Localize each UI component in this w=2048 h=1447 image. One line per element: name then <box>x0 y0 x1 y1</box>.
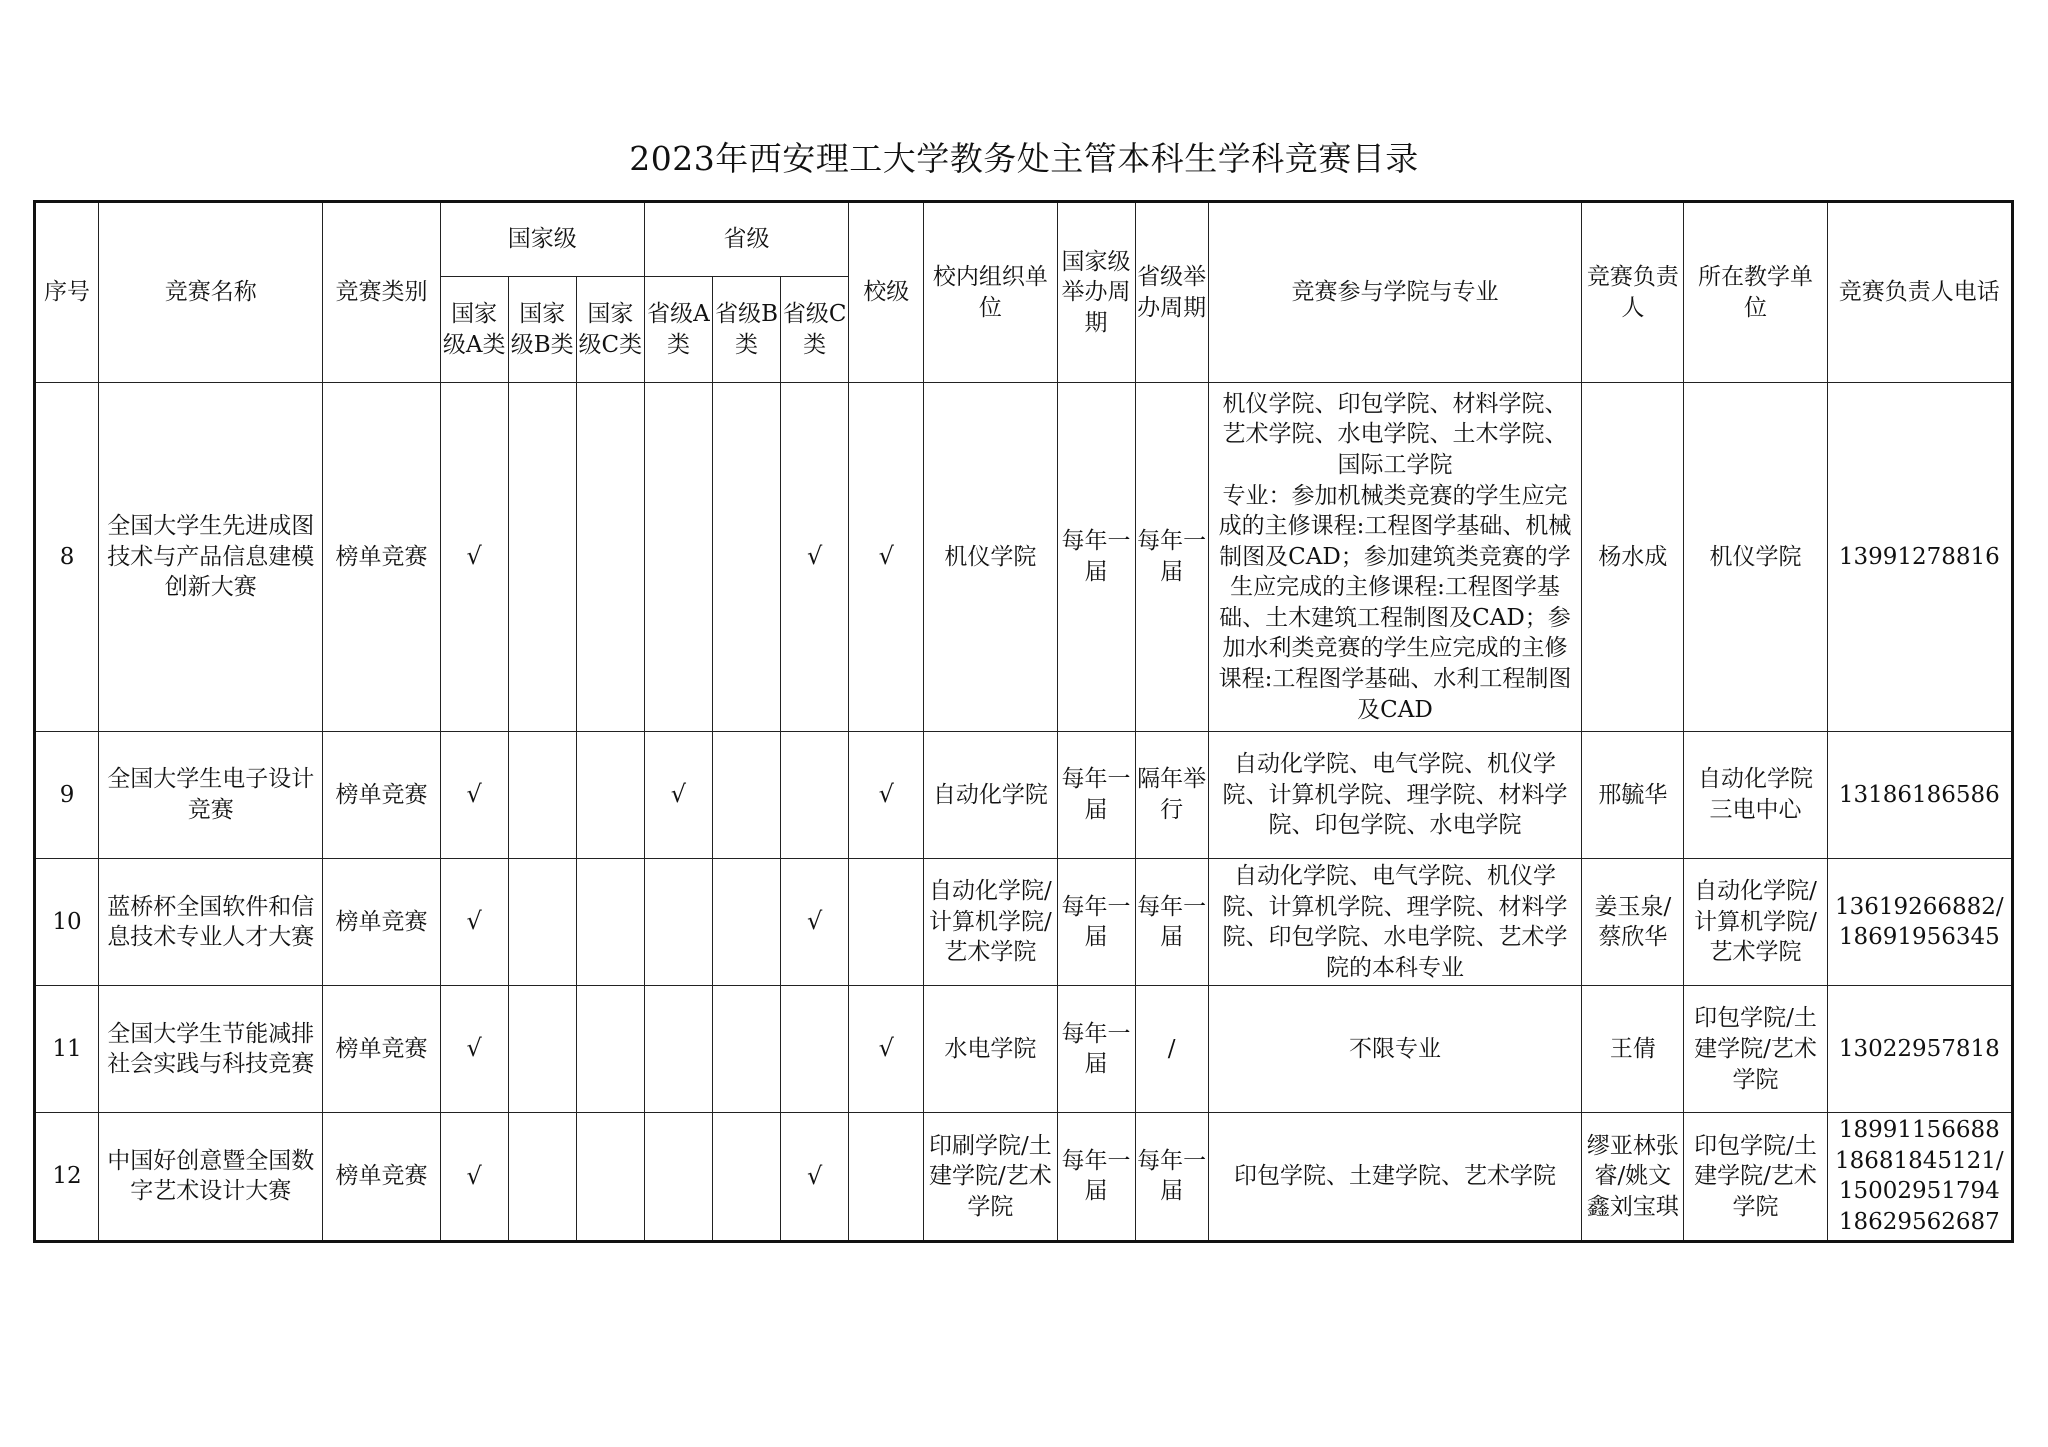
competition-name-cell: 蓝桥杯全国软件和信息技术专业人才大赛 <box>99 859 323 986</box>
phone-cell: 13619266882/18691956345 <box>1827 859 2012 986</box>
header-provincial-cycle: 省级举办周期 <box>1135 202 1208 383</box>
leader-cell: 邢毓华 <box>1582 732 1684 859</box>
seq-cell: 9 <box>35 732 99 859</box>
seq-cell: 11 <box>35 986 99 1113</box>
provincial-a-mark <box>644 859 712 986</box>
participants-cell: 印包学院、土建学院、艺术学院 <box>1208 1113 1582 1241</box>
header-school: 校级 <box>849 202 924 383</box>
competition-name-cell: 全国大学生电子设计竞赛 <box>99 732 323 859</box>
table-row <box>35 986 2013 1113</box>
provincial-cycle-cell: 隔年举行 <box>1135 732 1208 859</box>
participants-cell: 不限专业 <box>1208 986 1582 1113</box>
table-body <box>35 383 2013 1242</box>
participants-cell: 自动化学院、电气学院、机仪学院、计算机学院、理学院、材料学院、印包学院、水电学院 <box>1208 732 1582 859</box>
school-mark: √ <box>849 732 924 859</box>
provincial-cycle-cell: / <box>1135 986 1208 1113</box>
header-provincial-c: 省级C类 <box>781 277 849 383</box>
phone-cell: 13186186586 <box>1827 732 2012 859</box>
national-b-mark <box>508 732 576 859</box>
header-organizer: 校内组织单位 <box>924 202 1057 383</box>
national-c-mark <box>576 859 644 986</box>
seq-cell: 10 <box>35 859 99 986</box>
school-mark: √ <box>849 986 924 1113</box>
national-c-mark <box>576 732 644 859</box>
header-national-c: 国家级C类 <box>576 277 644 383</box>
header-name: 竞赛名称 <box>99 202 323 383</box>
provincial-cycle-cell: 每年一届 <box>1135 383 1208 732</box>
provincial-c-mark <box>781 986 849 1113</box>
unit-cell: 自动化学院三电中心 <box>1684 732 1827 859</box>
national-b-mark <box>508 859 576 986</box>
seq-cell: 8 <box>35 383 99 732</box>
school-mark: √ <box>849 383 924 732</box>
table-row <box>35 732 2013 859</box>
category-cell: 榜单竞赛 <box>323 732 440 859</box>
header-row-top <box>35 202 2013 277</box>
provincial-c-mark: √ <box>781 859 849 986</box>
national-b-mark <box>508 1113 576 1241</box>
national-b-mark <box>508 986 576 1113</box>
competition-name-cell: 全国大学生节能减排社会实践与科技竞赛 <box>99 986 323 1113</box>
organizer-cell: 自动化学院/计算机学院/艺术学院 <box>924 859 1057 986</box>
unit-cell: 印包学院/土建学院/艺术学院 <box>1684 986 1827 1113</box>
header-leader: 竞赛负责人 <box>1582 202 1684 383</box>
seq-cell: 12 <box>35 1113 99 1241</box>
header-national-a: 国家级A类 <box>440 277 508 383</box>
national-c-mark <box>576 383 644 732</box>
leader-cell: 杨水成 <box>1582 383 1684 732</box>
phone-cell: 13991278816 <box>1827 383 2012 732</box>
header-provincial-a: 省级A类 <box>644 277 712 383</box>
phone-cell: 18991156688 18681845121/15002951794 18629562687 <box>1827 1113 2012 1241</box>
leader-cell: 缪亚林张睿/姚文鑫刘宝琪 <box>1582 1113 1684 1241</box>
header-seq: 序号 <box>35 202 99 383</box>
provincial-b-mark <box>712 732 780 859</box>
national-b-mark <box>508 383 576 732</box>
provincial-cycle-cell: 每年一届 <box>1135 859 1208 986</box>
unit-cell: 自动化学院/计算机学院/艺术学院 <box>1684 859 1827 986</box>
national-c-mark <box>576 1113 644 1241</box>
provincial-cycle-cell: 每年一届 <box>1135 1113 1208 1241</box>
provincial-b-mark <box>712 1113 780 1241</box>
competition-table <box>33 200 2014 1243</box>
leader-cell: 姜玉泉/蔡欣华 <box>1582 859 1684 986</box>
unit-cell: 印包学院/土建学院/艺术学院 <box>1684 1113 1827 1241</box>
header-unit: 所在教学单位 <box>1684 202 1827 383</box>
national-cycle-cell: 每年一届 <box>1057 859 1135 986</box>
provincial-c-mark: √ <box>781 383 849 732</box>
provincial-b-mark <box>712 383 780 732</box>
competition-name-cell: 中国好创意暨全国数字艺术设计大赛 <box>99 1113 323 1241</box>
national-a-mark: √ <box>440 1113 508 1241</box>
participants-cell: 自动化学院、电气学院、机仪学院、计算机学院、理学院、材料学院、印包学院、水电学院、艺术学院的本科专业 <box>1208 859 1582 986</box>
header-provincial: 省级 <box>644 202 848 277</box>
provincial-b-mark <box>712 859 780 986</box>
category-cell: 榜单竞赛 <box>323 383 440 732</box>
national-cycle-cell: 每年一届 <box>1057 383 1135 732</box>
page-title: 2023年西安理工大学教务处主管本科生学科竞赛目录 <box>629 139 1419 178</box>
national-cycle-cell: 每年一届 <box>1057 1113 1135 1241</box>
category-cell: 榜单竞赛 <box>323 859 440 986</box>
table-row <box>35 859 2013 986</box>
phone-cell: 13022957818 <box>1827 986 2012 1113</box>
national-a-mark: √ <box>440 383 508 732</box>
organizer-cell: 印刷学院/土建学院/艺术学院 <box>924 1113 1057 1241</box>
table-row <box>35 383 2013 732</box>
category-cell: 榜单竞赛 <box>323 986 440 1113</box>
provincial-c-mark <box>781 732 849 859</box>
table-row <box>35 1113 2013 1241</box>
organizer-cell: 水电学院 <box>924 986 1057 1113</box>
header-phone: 竞赛负责人电话 <box>1827 202 2012 383</box>
provincial-b-mark <box>712 986 780 1113</box>
header-category: 竞赛类别 <box>323 202 440 383</box>
national-c-mark <box>576 986 644 1113</box>
participants-cell: 机仪学院、印包学院、材料学院、艺术学院、水电学院、土木学院、国际工学院 专业：参加机械类竞赛的学生应完成的主修课程:工程图学基础、机械制图及CAD；参加建筑类竞赛的学生应完成的主修课程:工程图学基础、土木建筑工程制图及CAD；参加水利类竞赛的学生应完成的主修课程:工程图学基础、水利工程制图及CAD <box>1208 383 1582 732</box>
national-cycle-cell: 每年一届 <box>1057 732 1135 859</box>
organizer-cell: 自动化学院 <box>924 732 1057 859</box>
header-national: 国家级 <box>440 202 644 277</box>
header-national-cycle: 国家级举办周期 <box>1057 202 1135 383</box>
school-mark <box>849 859 924 986</box>
header-provincial-b: 省级B类 <box>712 277 780 383</box>
organizer-cell: 机仪学院 <box>924 383 1057 732</box>
provincial-c-mark: √ <box>781 1113 849 1241</box>
header-national-b: 国家级B类 <box>508 277 576 383</box>
header-participants: 竞赛参与学院与专业 <box>1208 202 1582 383</box>
school-mark <box>849 1113 924 1241</box>
unit-cell: 机仪学院 <box>1684 383 1827 732</box>
provincial-a-mark <box>644 383 712 732</box>
national-a-mark: √ <box>440 732 508 859</box>
category-cell: 榜单竞赛 <box>323 1113 440 1241</box>
competition-name-cell: 全国大学生先进成图技术与产品信息建模创新大赛 <box>99 383 323 732</box>
provincial-a-mark: √ <box>644 732 712 859</box>
provincial-a-mark <box>644 1113 712 1241</box>
leader-cell: 王倩 <box>1582 986 1684 1113</box>
provincial-a-mark <box>644 986 712 1113</box>
national-cycle-cell: 每年一届 <box>1057 986 1135 1113</box>
national-a-mark: √ <box>440 859 508 986</box>
national-a-mark: √ <box>440 986 508 1113</box>
